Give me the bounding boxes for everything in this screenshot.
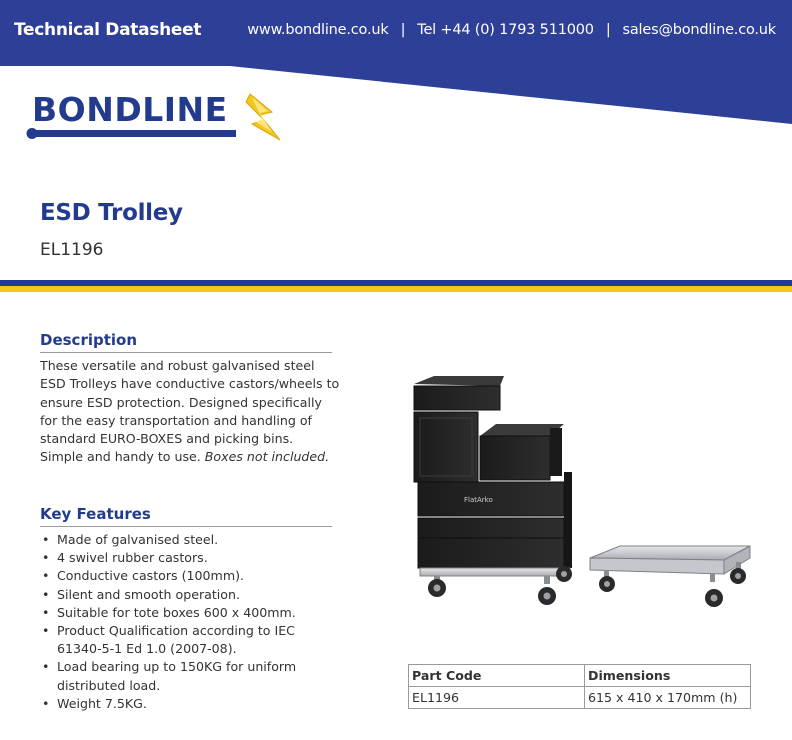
email-link[interactable]: sales@bondline.co.uk (622, 22, 776, 38)
list-item: • Conductive castors (100mm). (40, 567, 340, 585)
bondline-logo (24, 88, 284, 158)
lightning-bolt-icon (246, 94, 280, 140)
contact-info (247, 22, 776, 38)
list-item: • 4 swivel rubber castors. (40, 549, 340, 567)
website-link[interactable]: www.bondline.co.uk (247, 22, 389, 38)
document-type: Technical Datasheet (14, 20, 202, 40)
product-image (404, 370, 754, 620)
divider-stripe-yellow (0, 286, 792, 292)
separator: | (605, 22, 611, 38)
product-code: EL1196 (40, 240, 104, 260)
table-cell-part-code: EL1196 (409, 687, 585, 709)
list-item: • Weight 7.5KG. (40, 695, 340, 713)
spec-table (408, 664, 751, 709)
logo-wordmark: BONDLINE (32, 90, 228, 129)
table-cell-dimensions: 615 x 410 x 170mm (h) (585, 687, 751, 709)
list-item: • Silent and smooth operation. (40, 586, 340, 604)
description-text (40, 357, 340, 467)
box-brand-label: FlatArko (464, 496, 493, 504)
table-header-dimensions: Dimensions (585, 665, 751, 687)
list-item: • Suitable for tote boxes 600 x 400mm. (40, 604, 340, 622)
phone-number[interactable]: Tel +44 (0) 1793 511000 (417, 22, 594, 38)
list-item: • Product Qualification according to IEC 61340-5-1 Ed 1.0 (2007-08). (40, 622, 340, 658)
key-features-list (40, 531, 340, 713)
key-features-heading: Key Features (40, 505, 332, 527)
list-item: • Load bearing up to 150KG for uniform distributed load. (40, 658, 340, 694)
list-item: • Made of galvanised steel. (40, 531, 340, 549)
separator: | (400, 22, 406, 38)
description-heading: Description (40, 331, 332, 353)
table-header-part-code: Part Code (409, 665, 585, 687)
table-header-row (409, 665, 751, 687)
table-row (409, 687, 751, 709)
description-body: These versatile and robust galvanised steel ESD Trolleys have conductive castors/wheels to ensure ESD protection. Designed specifically for the easy transportation and handling of standard EURO-BOXES and picking bins. Simple and handy to use. (40, 358, 340, 465)
header-bar (0, 0, 792, 62)
product-title: ESD Trolley (40, 200, 183, 226)
description-note: Boxes not included. (204, 449, 330, 465)
